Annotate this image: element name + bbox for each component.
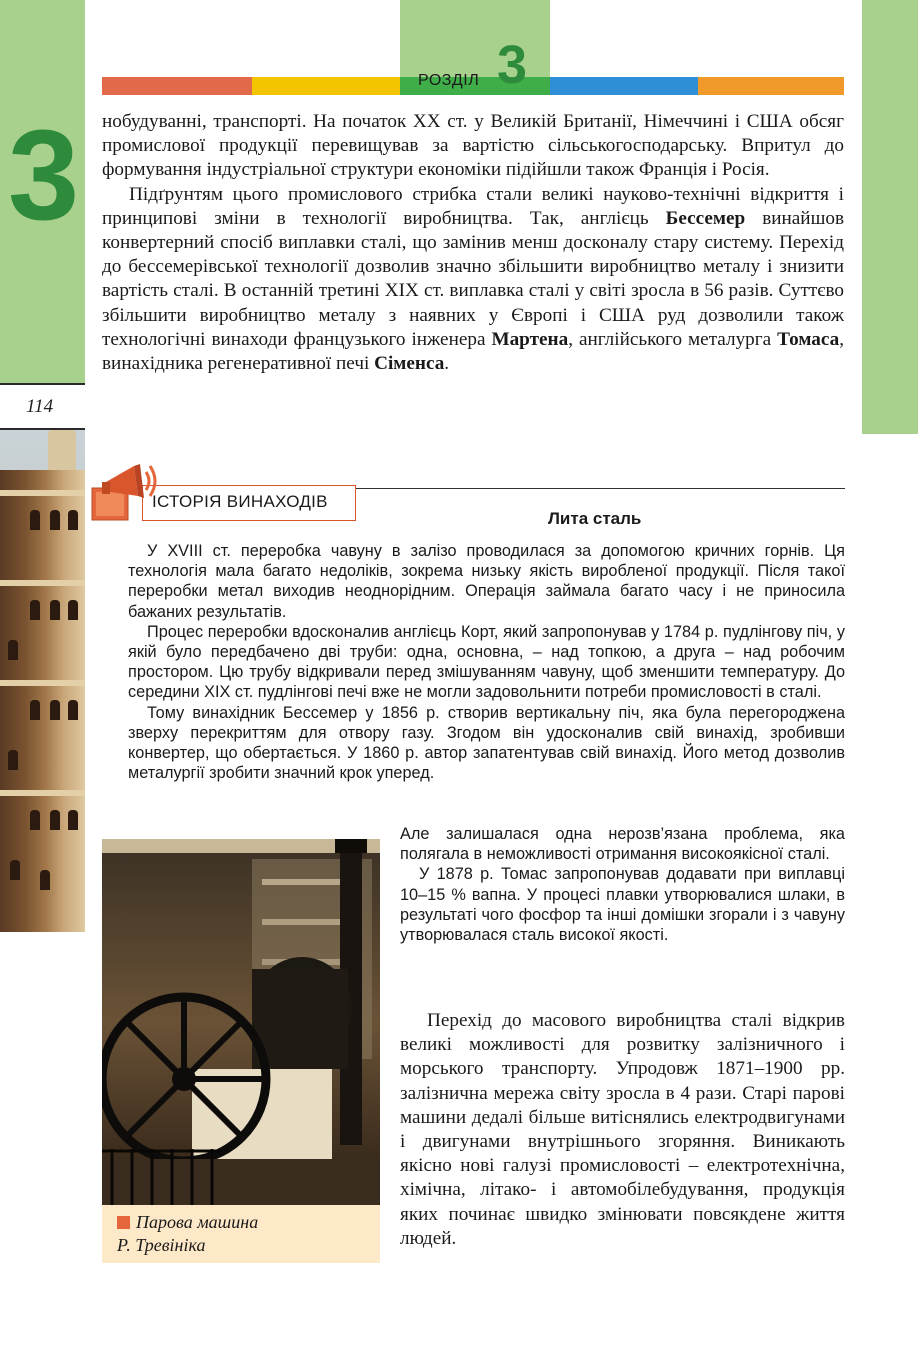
main-paragraph-1: нобудуванні, транспорті. На початок XX ст. у Великій Британії, Німеччині і США обсяг промислової продукції перевищував за вартістю сільськогосподарську. Впритул до формування індустріальної структури економіки підійшли також Франція і Росія.	[102, 111, 844, 181]
photo-caption-line-1: Парова машина	[136, 1212, 259, 1232]
history-paragraph-4: У 1878 р. Томас запропонував додавати при виплавці 10–15 % вапна. У процесі плавки утворювалися шлаки, в результаті чого фосфор та інші домішки згорали і з чавуну утворювалася сталь високої якості.	[400, 865, 845, 945]
caption-marker-icon	[117, 1216, 130, 1229]
history-text-narrow	[400, 824, 845, 945]
section-label: РОЗДІЛ	[418, 72, 480, 89]
page-number-rule-top	[0, 383, 85, 385]
building-photo-strip	[0, 430, 85, 932]
history-title: Лита сталь	[548, 509, 642, 528]
main-paragraph-2: Підґрунтям цього промислового стрибка стали великі науково-технічні відкриття і принципові зміни в технології виробництва. Так, англієць Бессемер винайшов конвертерний спосіб виплавки сталі, що замінив менш досконалу стару систему. Перехід до бессемерівської технології дозволив значно збільшити виробництво металу і знизити вартість сталі. В останній третині XIX ст. виплавка сталі у світі зросла в 56 разів. Суттєво збільшити виробництво металу з наявних у Європі і США руд дозволили також технологічні винаходи французького інженера Мартена, англійського металурга Томаса, винахідника регенеративної печі Сіменса.	[102, 183, 845, 375]
photo-caption-line-2: Р. Тревініка	[117, 1235, 206, 1255]
history-text	[128, 541, 845, 783]
page-number: 114	[26, 396, 54, 417]
chapter-number: 3	[8, 104, 80, 247]
megaphone-icon	[88, 452, 160, 524]
section-tab	[400, 0, 550, 77]
history-rule	[356, 488, 845, 489]
main-text	[102, 110, 844, 376]
history-paragraph-2: Процес переробки вдосконалив англієць Корт, який запропонував у 1784 р. пудлінгову піч, у якій було передбачено дві труби: одна, основна, – над топкою, а друга – над робочим простором. Цю трубу відкривали перед змішуванням чавуну, щоб зменшити температуру. До середини XIX ст. пудлінгові печі вже не могли задовольнити потреби промисловості в сталі.	[128, 622, 845, 702]
history-paragraph-3: Тому винахідник Бессемер у 1856 р. створив вертикальну піч, яка була перегороджена зверху перекриттям для отвору газу. Згодом він удосконалив свій винахід, зробивши конвертер, що обертається. У 1860 р. автор запатентував свій винахід. Його метод дозволив металургії зробити значний крок уперед.	[128, 703, 845, 783]
history-paragraph-3-continued: Але залишалася одна нерозв’язана проблема, яка полягала в неможливості отримання високоякісної сталі.	[400, 825, 845, 864]
bottom-text	[400, 1009, 845, 1251]
steam-engine-photo	[102, 839, 380, 1205]
history-paragraph-1: У XVIII ст. переробка чавуну в залізо проводилася за допомогою кричних горнів. Ця технологія мала багато недоліків, зокрема низьку якість виробленої продукції. Після такої переробки метал виходив неоднорідним. Операція займала багато часу і не приносила бажаних результатів.	[128, 542, 845, 621]
history-label: ІСТОРІЯ ВИНАХОДІВ	[152, 492, 328, 511]
section-number: 3	[497, 35, 528, 95]
bottom-paragraph: Перехід до масового виробництва сталі відкрив великі можливості для розвитку залізничного і морського транспорту. Упродовж 1871–1900 рр. залізнична мережа світу зросла в 4 рази. Старі парові машини дедалі більше витіснялись електродвигунами і двигунами внутрішнього згоряння. Виникають якісно нові галузі промисловості – електротехнічна, хімічна, літако- і автомобілебудування, продукція яких починає швидко змінювати повсякдене життя людей.	[400, 1010, 845, 1249]
right-margin-bar	[862, 0, 918, 434]
